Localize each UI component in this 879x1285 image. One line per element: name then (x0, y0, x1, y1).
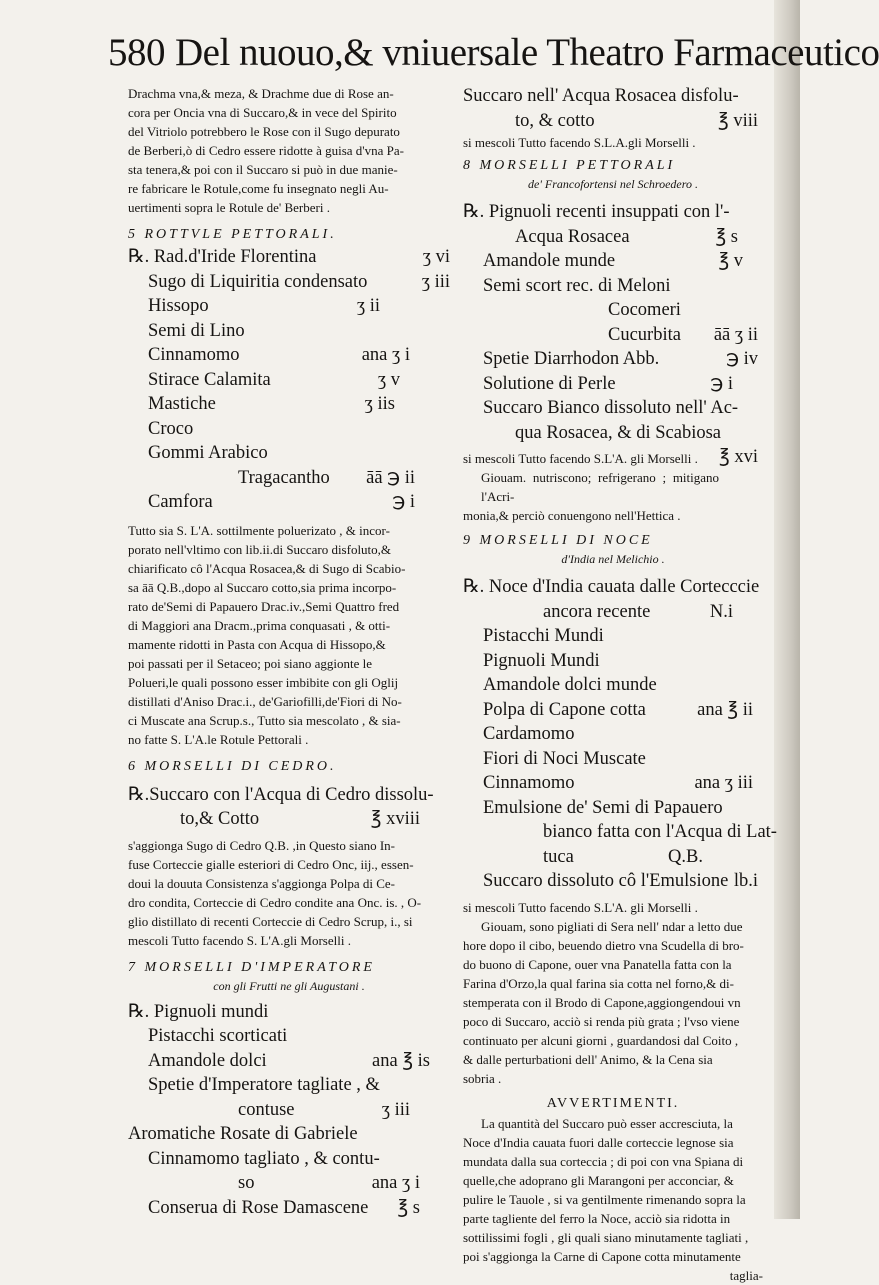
ingredient-line: so ana ʒ i (238, 1173, 420, 1193)
text-line: sa āā Q.B.,dopo al Succaro cotto,sia prima incorpo- (128, 579, 397, 595)
recipe-morselli-cedro (128, 757, 450, 950)
text-line: glio distillato di recenti Corteccie di Cedro Scrup, i., si (128, 913, 413, 929)
ingredient-line: Cinnamomo ana ʒ iii (483, 773, 753, 793)
text-line: Drachma vna,& meza, & Drachme due di Rose an- (128, 86, 394, 101)
text-line: Polueri,le quali possono esser imbibite con gli Oglij (128, 674, 399, 690)
ingredient-line: Amandole dolci munde (483, 675, 657, 695)
text-line: sta tenera,& poi con il Succaro si può in due manie- (128, 162, 398, 177)
text-line: doui la douuta Consistenza s'aggionga Polpa di Ce- (128, 875, 395, 891)
text-line: monia,& perciò conuengono nell'Hettica . (463, 508, 681, 523)
text-line: re fabricare le Rotule,come fu insegnato negli Au- (128, 181, 389, 196)
ingredient-line: Camfora ℈ i (148, 492, 415, 512)
page-number: 580 (108, 31, 165, 74)
text-line: poi s'aggionga la Carne di Capone cotta minutamente (463, 1248, 741, 1264)
ingredient-line: bianco fatta con l'Acqua di Lat- (543, 822, 777, 842)
text-line: Giouam, sono pigliati di Sera nell' ndar a letto due (481, 918, 743, 934)
ingredient-line: qua Rosacea, & di Scabiosa ℥ xvi (515, 422, 758, 467)
text-line: si mescoli Tutto facendo S.L'A. gli Morselli . (463, 899, 698, 915)
text-line: no fatte S. L'A.le Rotule Pettorali . (128, 731, 309, 747)
left-column (128, 84, 450, 1220)
text-line: porato nell'vltimo con lib.ii.di Succaro disfoluto,& (128, 541, 392, 557)
text-line: pulire le Tauole , si va gentilmente rimenando sopra la (463, 1191, 746, 1207)
ingredient-line: Solutione di Perle ℈ i (483, 373, 733, 394)
page-gutter (774, 0, 800, 1219)
recipe-subheading: con gli Frutti ne gli Augustani . (213, 978, 365, 993)
ingredient-line: Mastiche ʒ iis (148, 394, 395, 414)
ingredient-line: Pignuoli Mundi (483, 650, 600, 671)
ingredient-line: tuca Q.B. (543, 846, 703, 867)
recipe-heading: 8 MORSELLI PETTORALI de' Francofortensi nel Schroedero . (463, 156, 763, 192)
ingredient-line: Cocomeri (608, 300, 681, 320)
ingredient-line: Emulsione de' Semi di Papauero (483, 797, 723, 818)
intro-paragraph (128, 84, 450, 217)
text-line: rato de'Semi di Papauero Drac.iv.,Semi Quattro fred (128, 598, 400, 614)
text-line: sottilissimi fogli , gli quali siano minutamente tagliati , (463, 1229, 749, 1245)
ingredient-line: Cinnamomo ana ʒ i (148, 345, 410, 365)
text-line: quelle,che adoprano gli Marangoni per acconciar, & (463, 1172, 734, 1188)
text-line: fuse Corteccie gialle esteriori di Cedro Onc, iij., essen- (128, 856, 414, 872)
ingredient-line: ancora recente N.i (543, 601, 733, 622)
ingredient-line: ℞. Pignuoli mundi (128, 1001, 269, 1022)
ingredient-line: Conserua di Rose Damascene ℥ s (148, 1197, 420, 1218)
text-line: continuato per alcuni giorni , guardandosi dal Coito , (463, 1032, 739, 1048)
recipe-heading: 9 MORSELLI DI NOCE d'India nel Melichio . (463, 531, 763, 567)
ingredient-line: Amandole dolci ana ℥ is (148, 1050, 430, 1071)
text-line: uertimenti sopra le Rotule de' Berberi . (128, 200, 330, 215)
text-line: mundata dalla sua corteccia ; di poi con vna Spiana di (463, 1153, 744, 1169)
ingredient-line: ℞.Succaro con l'Acqua di Cedro dissolu- (128, 784, 434, 805)
recipe-rottule-pettorali (128, 225, 450, 749)
recipe-heading: 6 MORSELLI DI CEDRO. (128, 758, 337, 774)
text-line: stemperata con il Brodo di Capone,aggiongendoui vn (463, 994, 741, 1010)
right-column (463, 84, 777, 1285)
ingredient-line: Spetie Diarrhodon Abb. ℈ iv (483, 349, 758, 369)
ingredient-line: ℞. Rad.d'Iride Florentina ʒ vi (128, 247, 450, 267)
page-title: Del nuouo,& vniuersale Theatro Farmaceutico (175, 31, 879, 74)
catchword: taglia- (729, 1267, 763, 1283)
recipe-morselli-noce (463, 531, 777, 1088)
text-line: di Maggiori ana Dracm.,prima conquasati , & otti- (128, 617, 391, 633)
ingredient-line: Pistacchi scorticati (148, 1026, 288, 1046)
text-line: sobria . (463, 1070, 502, 1086)
section-heading: AVVERTIMENTI. (546, 1095, 680, 1111)
ingredient-line: ℞. Noce d'India cauata dalle Cortecccie (463, 577, 760, 597)
avvertimenti-section (463, 1096, 763, 1285)
text-line: mamente ridotti in Pasta con Acqua di Hissopo,& (128, 636, 386, 652)
ingredient-line: Polpa di Capone cotta ana ℥ ii (483, 699, 753, 720)
recipe-subheading: de' Francofortensi nel Schroedero . (528, 177, 698, 191)
ingredient-line: Gommi Arabico (148, 443, 268, 463)
text-line: chiarificato cô l'Acqua Rosacea,& di Sugo di Scabio- (128, 560, 406, 576)
ingredient-line: Cardamomo (483, 724, 575, 744)
ingredient-line: Cucurbita āā ʒ ii (608, 324, 758, 345)
ingredient-line: Pistacchi Mundi (483, 626, 604, 646)
text-line: do buono di Capone, ouer vna Panatella fatta con la (463, 956, 732, 972)
recipe-morselli-pettorali (463, 156, 763, 525)
text-line: si mescoli Tutto facendo S.L.A.gli Morselli . (463, 135, 696, 150)
recipe-heading: 5 ROTTVLE PETTORALI. (128, 227, 337, 242)
text-line: si mescoli Tutto facendo S.L'A. gli Morselli . (463, 451, 698, 466)
text-line: Giouam. nutriscono; refrigerano ; mitigano l'Acri- (481, 470, 720, 504)
ingredient-line: Succaro nell' Acqua Rosacea disfolu- (463, 86, 739, 106)
ingredient-line: Succaro Bianco dissoluto nell' Ac- (483, 398, 739, 418)
text-line: Noce d'India cauata fuori dalle corteccie legnose sia (463, 1134, 734, 1150)
text-line: dro condita, Corteccie di Cedro condite ana Onc. is. , O- (128, 894, 422, 910)
text-line: poco di Succaro, acciò si renda più grata ; l'vso viene (463, 1013, 740, 1029)
text-line: s'aggionga Sugo di Cedro Q.B. ,in Questo siano In- (128, 837, 396, 853)
text-line: La quantità del Succaro può esser accresciuta, la (481, 1115, 733, 1131)
ingredient-line: Acqua Rosacea ℥ s (515, 226, 738, 247)
text-line: Farina d'Orzo,la qual farina sia cotta nel forno,& di- (463, 975, 734, 991)
ingredient-line: Stirace Calamita ʒ v (148, 369, 400, 390)
ingredient-line: Aromatiche Rosate di Gabriele (128, 1124, 358, 1144)
recipe-morselli-imperatore (128, 958, 450, 1221)
ingredient-line: contuse ʒ iii (238, 1099, 410, 1120)
ingredient-line: Spetie d'Imperatore tagliate , & (148, 1075, 380, 1095)
ingredient-line: to,& Cotto ℥ xviii (180, 809, 420, 829)
text-line: parte tagliente del ferro la Noce, acciò sia ridotta in (463, 1210, 731, 1226)
page-header (108, 22, 879, 84)
text-line: hore dopo il cibo, beuendo dietro vna Scudella di bro- (463, 937, 744, 953)
ingredient-line: Hissopo ʒ ii (148, 296, 380, 316)
ingredient-line: Tragacantho āā ℈ ii (238, 467, 415, 488)
ingredient-line: Semi scort rec. di Meloni (483, 275, 671, 296)
ingredient-line: Amandole munde ℥ v (483, 251, 743, 271)
text-line: de Berberi,ò di Cedro essere ridotte à guisa d'vna Pa- (128, 143, 404, 158)
text-line: ci Muscate ana Scrup.s., Tutto sia mescolato , & sia- (128, 712, 401, 728)
ingredient-line: Fiori di Noci Muscate (483, 748, 646, 769)
recipe-heading: 7 MORSELLI D'IMPERATORE con gli Frutti ne gli Augustani . (128, 958, 450, 994)
ingredient-line: ℞. Pignuoli recenti insuppati con l'- (463, 202, 730, 222)
ingredient-line: Semi di Lino (148, 320, 245, 341)
recipe-subheading: d'India nel Melichio . (561, 552, 665, 566)
ingredient-line: Sugo di Liquiritia condensato ʒ iii (148, 271, 450, 292)
ingredient-line: Succaro dissoluto cô l'Emulsione lb.i (483, 871, 758, 891)
text-line: cora per Oncia vna di Succaro,& in vece del Spirito (128, 105, 397, 120)
text-line: & dalle perturbationi dell' Animo, & la Cena sia (463, 1051, 713, 1067)
text-line: poi passati per il Setaceo; poi siano aggionte le (128, 655, 373, 671)
ingredient-line: Croco (148, 418, 194, 439)
text-line: mescoli Tutto facendo S. L'A.gli Morselli . (128, 932, 351, 948)
text-line: distillati d'Aniso Drac.i., de'Gariofilli,de'Fiori di No- (128, 693, 402, 709)
ingredient-line: to, & cotto ℥ viii (515, 110, 758, 131)
text-line: del Vitriolo potrebbero le Rose con il Sugo depurato (128, 124, 400, 139)
text-line: Tutto sia S. L'A. sottilmente poluerizato , & incor- (128, 522, 390, 538)
ingredient-line: Cinnamomo tagliato , & contu- (148, 1148, 380, 1169)
